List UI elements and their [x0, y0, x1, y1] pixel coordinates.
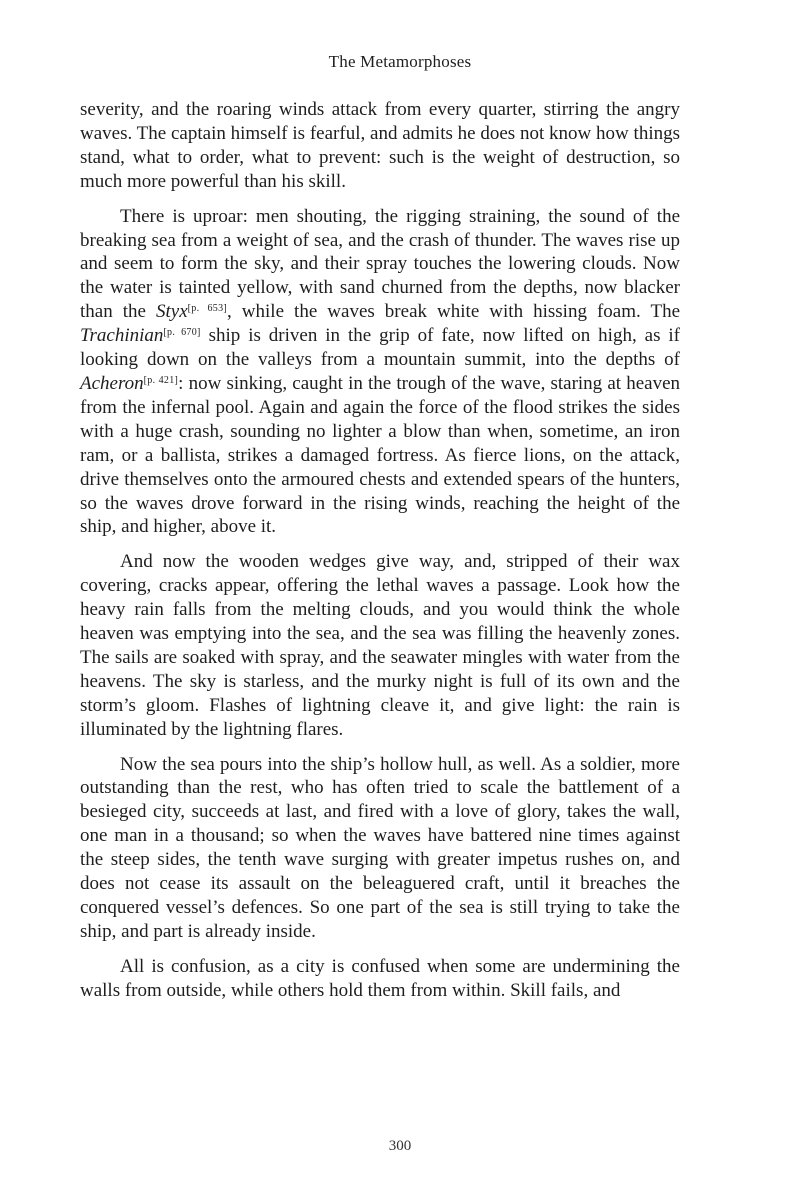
paragraph-text: Now the sea pours into the ship’s hollow hull, as well. As a soldier, more outstanding than the rest, who has often tried to scale the battlement of a besieged city, succeeds at last, and fired with a love of glory, takes the wall, one man in a thousand; so when the waves have battered nine times against the steep sides, the tenth wave surging with greater impetus rushes on, and does not cease its assault on the beleaguered craft, until it breaches the conquered vessel’s defences. So one part of the sea is still trying to take the ship, and part is already inside.	[80, 753, 680, 942]
paragraph-1	[80, 98, 680, 194]
running-head-title: The Metamorphoses	[328, 52, 472, 71]
paragraph-text: severity, and the roaring winds attack from every quarter, stirring the angry waves. The captain himself is fearful, and admits he does not know how things stand, what to order, what to prevent: such is the weight of destruction, so much more powerful than his skill.	[80, 99, 680, 192]
glossary-term-acheron: Acheron	[80, 372, 144, 394]
page-reference-link[interactable]: [p. 653]	[187, 303, 228, 315]
page-number: 300	[388, 1138, 412, 1154]
paragraph-text: All is confusion, as a city is confused when some are undermining the walls from outside, while others hold them from within. Skill fails, and	[80, 955, 680, 1001]
page-reference-link[interactable]: [p. 670]	[163, 327, 201, 339]
paragraph-3	[80, 550, 680, 741]
paragraph-text: : now sinking, caught in the trough of the wave, staring at heaven from the infernal pool. Again and again the force of the flood strikes the sides with a huge crash, sounding no lighter a blow than when, sometime, an iron ram, or a ballista, strikes a damaged fortress. As fierce lions, on the attack, drive themselves onto the armoured chests and extended spears of the hunters, so the waves drove forward in the rising winds, reaching the height of the ship, and higher, above it.	[80, 372, 681, 538]
paragraph-2	[80, 205, 680, 540]
paragraph-text: ship is driven in the grip of fate, now lifted on high, as if looking down on the valleys from a mountain summit, into the depths of	[80, 325, 681, 371]
paragraph-5	[80, 955, 680, 1003]
body-text	[80, 98, 680, 1014]
glossary-term-trachinian: Trachinian	[80, 325, 164, 347]
paragraph-text: And now the wooden wedges give way, and, stripped of their wax covering, cracks appear, offering the lethal waves a passage. Look how the heavy rain falls from the melting clouds, and you would think the whole heaven was emptying into the sea, and the sea was filling the heavenly zones. The sails are soaked with spray, and the seawater mingles with water from the heavens. The sky is starless, and the murky night is full of its own and the storm’s gloom. Flashes of lightning cleave it, and give light: the rain is illuminated by the lightning flares.	[80, 551, 680, 740]
paragraph-text: , while the waves break white with hissing foam. The	[227, 301, 681, 323]
page-reference-link[interactable]: [p. 421]	[143, 374, 179, 386]
glossary-term-styx: Styx	[156, 301, 188, 323]
paragraph-4	[80, 753, 680, 944]
paragraph-text: There is uproar: men shouting, the rigging straining, the sound of the breaking sea from a weight of sea, and the crash of thunder. The waves rise up and seem to form the sky, and their spray touches the lowering clouds. Now the water is tainted yellow, with sand churned from the depths, now blacker than the	[80, 205, 680, 323]
